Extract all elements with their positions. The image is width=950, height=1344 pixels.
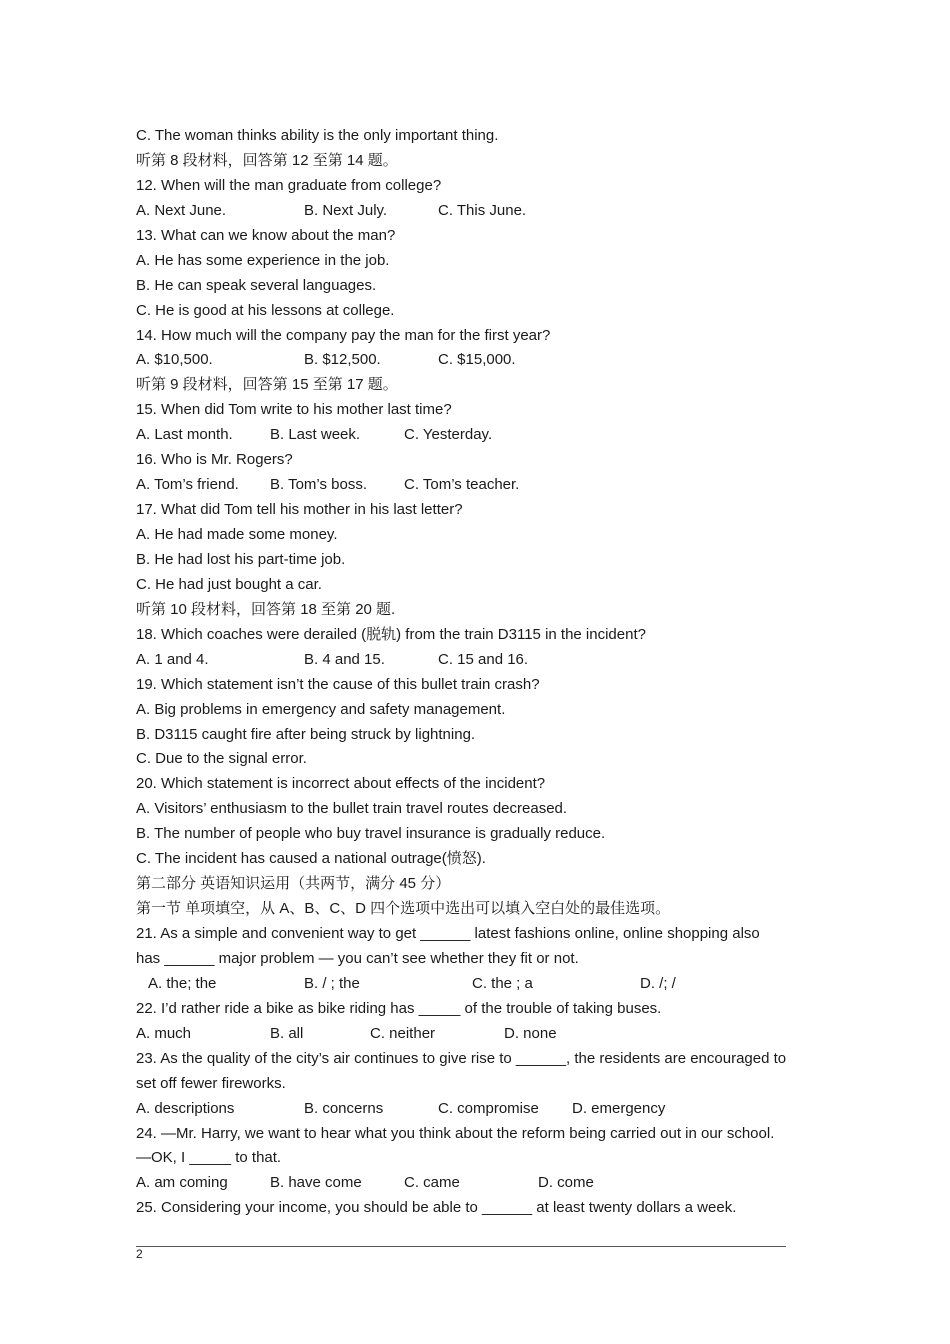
q23-options bbox=[136, 1097, 826, 1122]
q17-option-c: C. He had just bought a car. bbox=[136, 575, 322, 593]
q24-option-d: D. come bbox=[538, 1174, 594, 1192]
q22-stem: 22. I’d rather ride a bike as bike riding has _____ of the trouble of taking buses. bbox=[136, 999, 662, 1017]
q22-option-b: B. all bbox=[270, 1024, 304, 1042]
q21-option-b: B. / ; the bbox=[304, 974, 360, 992]
q24-stem-line-2: —OK, I _____ to that. bbox=[136, 1149, 282, 1167]
q12-option-c: C. This June. bbox=[438, 201, 527, 219]
q19-option-b: B. D3115 caught fire after being struck by lightning. bbox=[136, 725, 476, 743]
q16-option-c: C. Tom’s teacher. bbox=[404, 476, 520, 494]
q17-option-b: B. He had lost his part-time job. bbox=[136, 550, 346, 568]
q18-option-b: B. 4 and 15. bbox=[304, 650, 385, 668]
q18-option-a: A. 1 and 4. bbox=[136, 650, 209, 668]
q23-option-a: A. descriptions bbox=[136, 1099, 235, 1117]
q15-option-b: B. Last week. bbox=[270, 426, 361, 444]
q21-stem-line-2: has ______ major problem — you can’t see whether they fit or not. bbox=[136, 949, 579, 967]
q15-stem: 15. When did Tom write to his mother last time? bbox=[136, 401, 452, 419]
q14-option-c: C. $15,000. bbox=[438, 351, 516, 369]
q12-option-b: B. Next July. bbox=[304, 201, 388, 219]
q17-stem: 17. What did Tom tell his mother in his last letter? bbox=[136, 501, 463, 519]
page-content bbox=[136, 124, 826, 1221]
section-8-instruction: 听第 8 段材料，回答第 12 至第 14 题。 bbox=[136, 151, 398, 169]
q23-option-b: B. concerns bbox=[304, 1099, 384, 1117]
q15-option-c: C. Yesterday. bbox=[404, 426, 493, 444]
q14-stem: 14. How much will the company pay the man for the first year? bbox=[136, 326, 551, 344]
q14-option-b: B. $12,500. bbox=[304, 351, 381, 369]
q18-stem: 18. Which coaches were derailed (脱轨) from the train D3115 in the incident? bbox=[136, 625, 646, 643]
q16-option-a: A. Tom’s friend. bbox=[136, 476, 239, 494]
q20-option-b: B. The number of people who buy travel insurance is gradually reduce. bbox=[136, 825, 606, 843]
q12-stem: 12. When will the man graduate from college? bbox=[136, 176, 442, 194]
q25-stem: 25. Considering your income, you should be able to ______ at least twenty dollars a week. bbox=[136, 1199, 737, 1217]
section-10-instruction: 听第 10 段材料，回答第 18 至第 20 题. bbox=[136, 600, 396, 618]
q22-option-d: D. none bbox=[504, 1024, 557, 1042]
q24-option-b: B. have come bbox=[270, 1174, 362, 1192]
q22-option-c: C. neither bbox=[370, 1024, 436, 1042]
q13-option-b: B. He can speak several languages. bbox=[136, 276, 377, 294]
q20-stem: 20. Which statement is incorrect about effects of the incident? bbox=[136, 775, 546, 793]
q23-option-c: C. compromise bbox=[438, 1099, 539, 1117]
q19-option-c: C. Due to the signal error. bbox=[136, 750, 307, 768]
q16-stem: 16. Who is Mr. Rogers? bbox=[136, 451, 293, 469]
q22-options bbox=[136, 1022, 826, 1047]
q17-option-a: A. He had made some money. bbox=[136, 526, 338, 543]
q20-option-c: C. The incident has caused a national outrage(愤怒). bbox=[136, 850, 486, 868]
q14-option-a: A. $10,500. bbox=[136, 351, 213, 369]
q16-options bbox=[136, 473, 826, 498]
q14-options bbox=[136, 348, 826, 373]
q21-option-d: D. /; / bbox=[640, 974, 676, 992]
q22-option-a: A. much bbox=[136, 1024, 192, 1042]
q13-option-a: A. He has some experience in the job. bbox=[136, 251, 390, 269]
q18-options bbox=[136, 648, 826, 673]
q21-stem-line-1: 21. As a simple and convenient way to get ______ latest fashions online, online shopping also bbox=[136, 925, 760, 942]
q20-option-a: A. Visitors’ enthusiasm to the bullet train travel routes decreased. bbox=[136, 800, 568, 818]
q13-stem: 13. What can we know about the man? bbox=[136, 226, 396, 244]
q21-option-c: C. the ; a bbox=[472, 974, 533, 992]
q15-option-a: A. Last month. bbox=[136, 426, 233, 444]
q12-options bbox=[136, 199, 826, 224]
q23-option-d: D. emergency bbox=[572, 1099, 666, 1117]
q19-stem: 19. Which statement isn’t the cause of this bullet train crash? bbox=[136, 675, 540, 693]
q21-option-a: A. the; the bbox=[148, 974, 217, 992]
section-9-instruction: 听第 9 段材料，回答第 15 至第 17 题。 bbox=[136, 376, 398, 394]
part-2-section-1-instruction: 第一节 单项填空，从 A、B、C、D 四个选项中选出可以填入空白处的最佳选项。 bbox=[136, 900, 671, 918]
q12-option-a: A. Next June. bbox=[136, 201, 227, 219]
q15-options bbox=[136, 423, 826, 448]
page-number: 2 bbox=[136, 1247, 143, 1261]
q24-options bbox=[136, 1171, 826, 1196]
q16-option-b: B. Tom’s boss. bbox=[270, 476, 367, 494]
q21-options bbox=[136, 972, 826, 997]
q23-stem-line-2: set off fewer fireworks. bbox=[136, 1074, 286, 1092]
part-2-heading: 第二部分 英语知识运用（共两节，满分 45 分） bbox=[136, 875, 451, 893]
q24-option-c: C. came bbox=[404, 1174, 460, 1192]
q19-option-a: A. Big problems in emergency and safety management. bbox=[136, 700, 506, 718]
q13-option-c: C. He is good at his lessons at college. bbox=[136, 301, 395, 319]
q11-option-c: C. The woman thinks ability is the only important thing. bbox=[136, 127, 499, 144]
q24-stem-line-1: 24. —Mr. Harry, we want to hear what you think about the reform being carried out in our school. bbox=[136, 1124, 775, 1142]
q24-option-a: A. am coming bbox=[136, 1174, 228, 1192]
footer-divider bbox=[136, 1246, 786, 1247]
q18-option-c: C. 15 and 16. bbox=[438, 650, 529, 668]
q23-stem-line-1: 23. As the quality of the city’s air continues to give rise to ______, the residents are encouraged to bbox=[136, 1049, 787, 1067]
